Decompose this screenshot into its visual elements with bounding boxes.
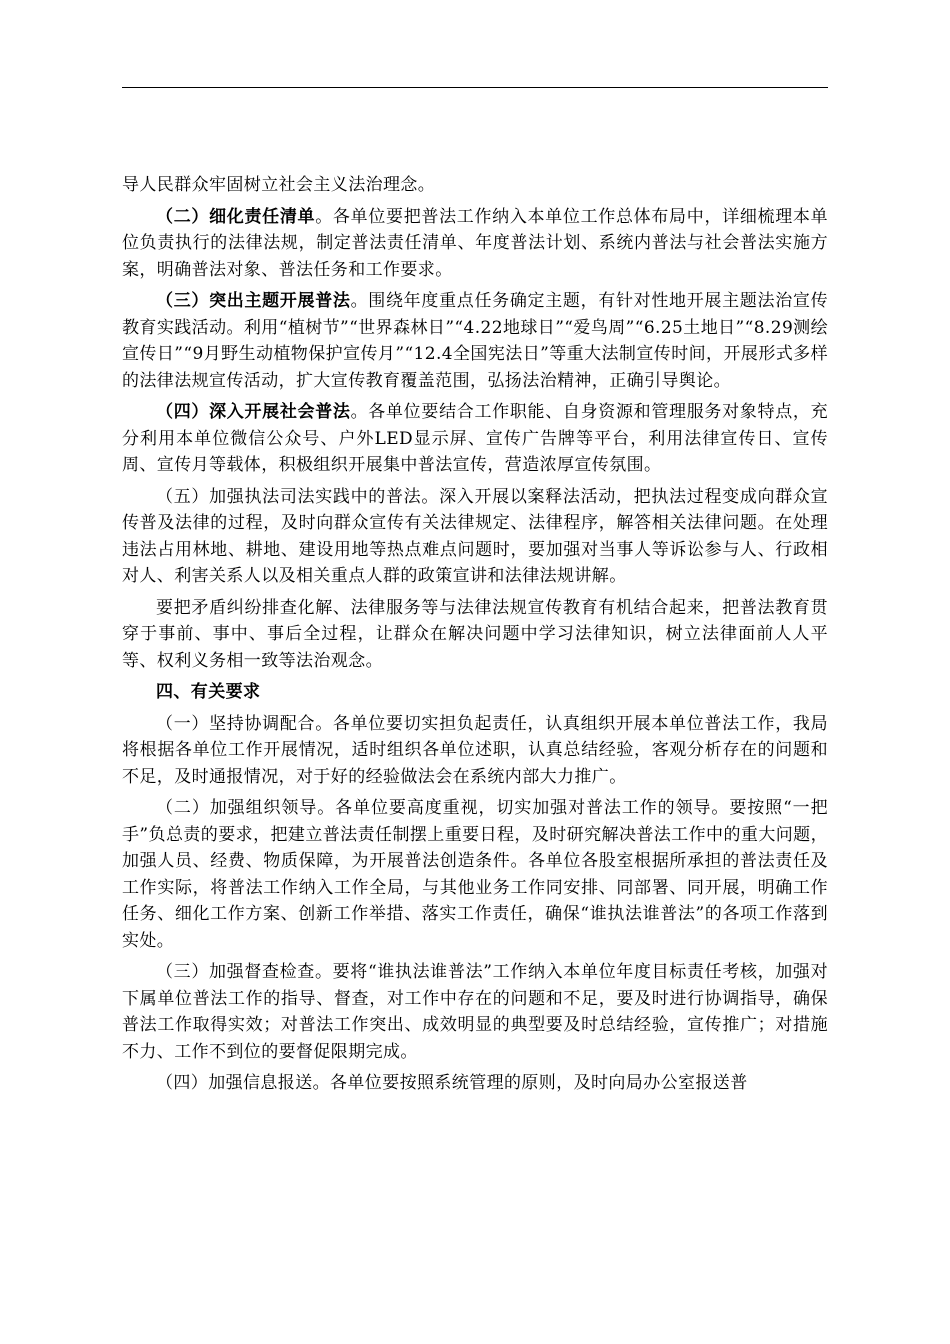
paragraph-text: 。各单位要结合工作职能、自身资源和管理服务对象特点，充分利用本单位微信公众号、户外LED显示屏、宣传广告牌等平台，利用法律宣传日、宣传周、宣传月等载体，积极组织开展集中普法宣传，营造浓厚宣传氛围。	[122, 402, 828, 475]
paragraph-judicial-practice	[122, 484, 828, 590]
document-body	[122, 172, 828, 1102]
paragraph-text: 导人民群众牢固树立社会主义法治理念。	[122, 175, 436, 195]
paragraph-text: （五）加强执法司法实践中的普法。深入开展以案释法活动，把执法过程变成向群众宣传普及法律的过程，及时向群众宣传有关法律规定、法律程序，解答相关法律问题。在处理违法占用林地、耕地、建设用地等热点难点问题时，要加强对当事人等诉讼参与人、行政相对人、利害关系人以及相关重点人群的政策宣讲和法律法规讲解。	[122, 486, 828, 586]
paragraph-responsibility-list	[122, 204, 828, 284]
requirement-supervision: （三）加强督查检查。要将“谁执法谁普法”工作纳入本单位年度目标责任考核，加强对下属单位普法工作的指导、督查，对工作中存在的问题和不足，要及时进行协调指导，确保普法工作取得实效；对普法工作突出、成效明显的典型要及时总结经验，宣传推广；对措施不力、工作不到位的要督促限期完成。	[122, 962, 828, 1062]
paragraph-text: 。围绕年度重点任务确定主题，有针对性地开展主题法治宣传教育实践活动。利用“植树节”“世界森林日”“4.22地球日”“爱鸟周”“6.25土地日”“8.29测绘宣传日”“9月野生动植物保护宣传月”“12.4全国宪法日”等重大法制宣传时间，开展形式多样的法律法规宣传活动，扩大宣传教育覆盖范围，弘扬法治精神，正确引导舆论。	[122, 291, 828, 391]
header-rule	[122, 87, 828, 88]
paragraph-lead: （四）深入开展社会普法	[156, 402, 351, 422]
paragraph-lead: （三）突出主题开展普法	[156, 291, 351, 311]
paragraph-text: 要把矛盾纠纷排查化解、法律服务等与法律法规宣传教育有机结合起来，把普法教育贯穿于事前、事中、事后全过程，让群众在解决问题中学习法律知识，树立法律面前人人平等、权利义务相一致等法治观念。	[122, 597, 828, 671]
paragraph-social-promotion	[122, 399, 828, 479]
paragraph-continuation	[122, 172, 828, 199]
requirement-coordination: （一）坚持协调配合。各单位要切实担负起责任，认真组织开展本单位普法工作，我局将根据各单位工作开展情况，适时组织各单位述职，认真总结经验，客观分析存在的问题和不足，及时通报情况，对于好的经验做法会在系统内部大力推广。	[122, 713, 828, 787]
requirement-leadership: （二）加强组织领导。各单位要高度重视，切实加强对普法工作的领导。要按照“一把手”负总责的要求，把建立普法责任制摆上重要日程，及时研究解决普法工作中的重大问题，加强人员、经费、物质保障，为开展普法创造条件。各单位各股室根据所承担的普法责任及工作实际，将普法工作纳入工作全局，与其他业务工作同安排、同部署、同开展，明确工作任务、细化工作方案、创新工作举措、落实工作责任，确保“谁执法谁普法”的各项工作落到实处。	[122, 798, 828, 951]
paragraph-lead: （二）细化责任清单	[156, 206, 316, 227]
requirement-reporting: （四）加强信息报送。各单位要按照系统管理的原则，及时向局办公室报送普	[156, 1073, 748, 1093]
section-heading: 四、有关要求	[156, 682, 261, 702]
paragraph-theme-promotion	[122, 288, 828, 394]
paragraph-dispute-resolution	[122, 595, 828, 675]
paragraph-text: 。各单位要把普法工作纳入本单位工作总体布局中，详细梳理本单位负责执行的法律法规，制定普法责任清单、年度普法计划、系统内普法与社会普法实施方案，明确普法对象、普法任务和工作要求。	[122, 206, 828, 280]
